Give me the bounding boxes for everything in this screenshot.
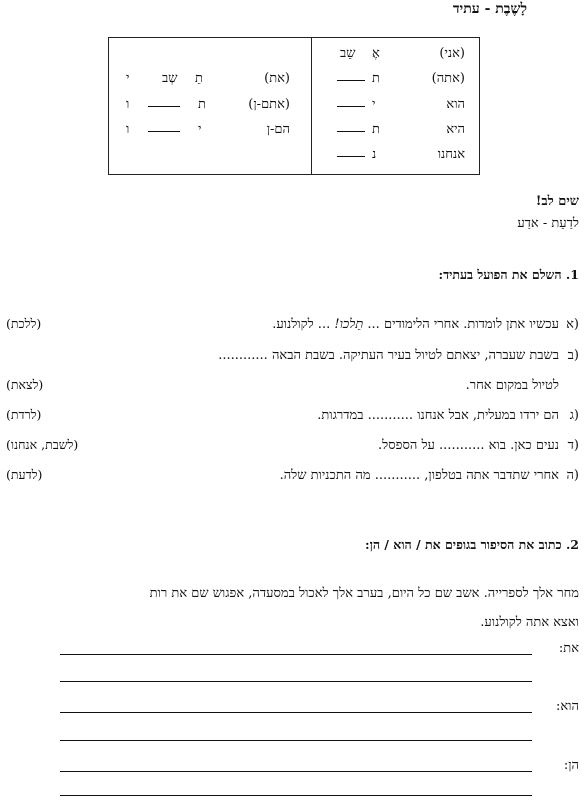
- item-h-letter: ה): [566, 468, 579, 483]
- item-d-text: נעים כאן. בוא ........... על הספסל.: [378, 438, 559, 453]
- story-line-1: מחר אלך לספרייה. אשב שם כל היום, בערב אלך לאכול במסעדה, אפגוש שם את רות: [149, 586, 579, 601]
- prefix-hi: ת: [372, 122, 380, 137]
- item-a-text: [272, 316, 559, 332]
- writing-line-hen-2[interactable]: [60, 795, 532, 796]
- item-a-text-end: ... לקולנוע.: [272, 317, 331, 332]
- note-heading: שים לב!: [535, 194, 579, 209]
- pronoun-atem: (אתם-ן): [248, 97, 290, 112]
- item-b-letter: ב): [567, 348, 579, 363]
- writing-line-hu-1[interactable]: [60, 712, 532, 713]
- stem-ani: שֵב: [340, 46, 356, 61]
- pronoun-hem: הם-ן: [266, 122, 290, 137]
- item-h-verb: (לדעת): [6, 467, 43, 482]
- item-b-text-line2: לטיול במקום אחר.: [465, 378, 559, 393]
- writing-line-hen-1[interactable]: [60, 771, 532, 772]
- page-title: לָשֶבֶת - עתיד: [452, 1, 527, 17]
- section2-heading: 2. כתוב את הסיפור בגופים את / הוא / הן:: [365, 537, 579, 552]
- item-d-letter: ד): [567, 438, 579, 453]
- writing-line-at-2[interactable]: [60, 681, 532, 682]
- prefix-anachnu: נ: [372, 147, 377, 162]
- item-g-letter: ג): [569, 408, 579, 423]
- prefix-atem: ת: [198, 97, 206, 112]
- item-b-text: בשבת שעברה, יצאתם לטיול בעיר העתיקה. בשבת הבאה ............: [218, 348, 559, 363]
- table-divider: [311, 37, 312, 175]
- pronoun-anachnu: אנחנו: [437, 147, 465, 162]
- stem-at: שְב: [162, 71, 178, 86]
- note-body: לדַעַת - אדַע: [517, 216, 579, 231]
- item-d-verb: (לשבת, אנחנו): [6, 437, 79, 452]
- suffix-hem: ו: [126, 122, 130, 137]
- pronoun-at: (את): [264, 71, 290, 86]
- label-at: את:: [558, 641, 579, 656]
- suffix-at: י: [126, 71, 130, 86]
- item-g-verb: (לרדת): [6, 407, 42, 422]
- story-line-2: ואצא אתה לקולנוע.: [480, 615, 579, 630]
- prefix-ata: ת: [372, 71, 380, 86]
- prefix-hu: י: [372, 97, 376, 112]
- blank-ata: [337, 70, 365, 85]
- item-b-verb: (לצאת): [6, 377, 44, 392]
- label-hen: הן:: [563, 758, 579, 773]
- item-h-text: אחרי שתדבר אתה בטלפון, ........... מה התכניות שלה.: [279, 468, 559, 483]
- pronoun-hu: הוא: [446, 97, 465, 112]
- blank-hu: [337, 96, 365, 111]
- pronoun-hi: היא: [446, 122, 465, 137]
- section1-heading: 1. השלם את הפועל בעתיד:: [438, 267, 579, 282]
- blank-anachnu: [337, 146, 365, 161]
- item-a-text-start: עכשיו אתן לומדות. אחרי הלימודים ...: [367, 317, 559, 332]
- pronoun-ata: (אתה): [431, 71, 465, 86]
- item-a-verb: (ללכת): [6, 316, 42, 331]
- item-a-handwritten-answer: תֵלכו!: [334, 317, 364, 332]
- prefix-hem: י: [198, 122, 202, 137]
- item-a-letter: א): [566, 317, 579, 332]
- label-hu: הוא:: [556, 699, 579, 714]
- blank-hem: [148, 121, 180, 136]
- blank-hi: [337, 121, 365, 136]
- writing-line-at-1[interactable]: [60, 654, 532, 655]
- prefix-ani: אֶ: [372, 46, 380, 61]
- writing-line-hu-2[interactable]: [60, 740, 532, 741]
- pronoun-ani: (אני): [439, 46, 465, 61]
- prefix-at: תֵ: [195, 71, 203, 86]
- suffix-atem: ו: [126, 97, 130, 112]
- blank-atem: [148, 96, 180, 111]
- item-g-text: הם ירדו במעלית, אבל אנחנו ........... במדרגות.: [317, 408, 559, 423]
